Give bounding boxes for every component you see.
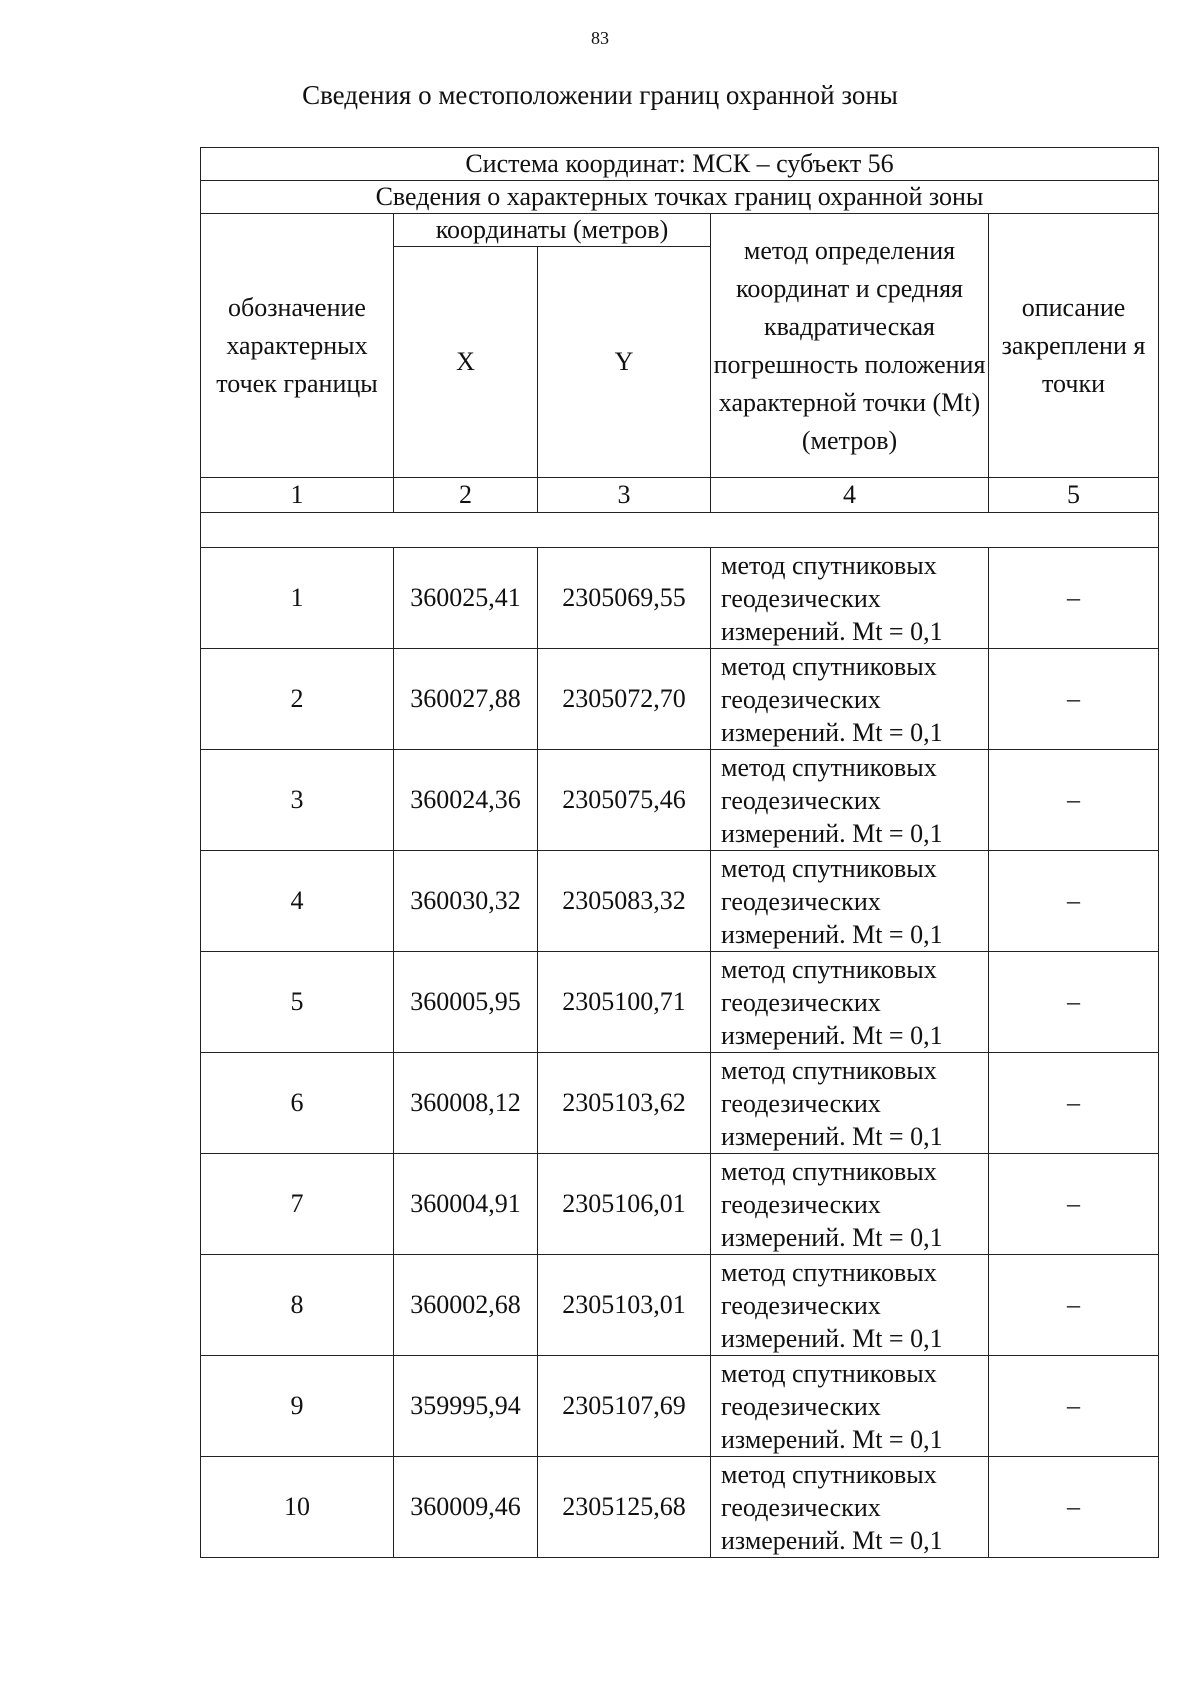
method-line: измерений. Mt = 0,1: [721, 1121, 943, 1151]
coord-x: 360002,68: [394, 1255, 538, 1356]
point-number: 5: [201, 952, 394, 1053]
header-description: описание закреплени я точки: [989, 214, 1159, 478]
header-coordinates: координаты (метров): [394, 214, 711, 247]
coord-y: 2305083,32: [538, 851, 711, 952]
coordinates-table: [200, 147, 1159, 1558]
document-title: Сведения о местоположении границ охранной зоны: [302, 80, 898, 110]
point-number: 7: [201, 1154, 394, 1255]
table-row: [201, 750, 1159, 851]
method-line: метод спутниковых: [721, 1156, 937, 1186]
method-cell: [711, 1255, 989, 1356]
coord-x: 360030,32: [394, 851, 538, 952]
table-body: [201, 548, 1159, 1558]
method-line: геодезических: [721, 785, 881, 815]
point-number: 2: [201, 649, 394, 750]
method-line: метод спутниковых: [721, 1257, 937, 1287]
header-designation: обозначение характерных точек границы: [201, 214, 394, 478]
method-line: геодезических: [721, 1088, 881, 1118]
header-x: X: [394, 247, 538, 478]
table-row: [201, 1356, 1159, 1457]
method-line: измерений. Mt = 0,1: [721, 717, 943, 747]
header-y: Y: [538, 247, 711, 478]
method-cell: [711, 750, 989, 851]
method-cell: [711, 649, 989, 750]
point-description: –: [989, 649, 1159, 750]
column-number: 5: [989, 478, 1159, 513]
table-row: [201, 1457, 1159, 1558]
method-line: измерений. Mt = 0,1: [721, 1323, 943, 1353]
table-row: [201, 1053, 1159, 1154]
point-number: 1: [201, 548, 394, 649]
table-header: [201, 148, 1159, 478]
column-number: 3: [538, 478, 711, 513]
method-line: измерений. Mt = 0,1: [721, 818, 943, 848]
method-line: геодезических: [721, 1189, 881, 1219]
method-cell: [711, 1356, 989, 1457]
column-number: 4: [711, 478, 989, 513]
coordinate-system-cell: Система координат: МСК – субъект 56: [201, 148, 1159, 181]
coord-y: 2305075,46: [538, 750, 711, 851]
method-line: метод спутниковых: [721, 1055, 937, 1085]
method-line: измерений. Mt = 0,1: [721, 1424, 943, 1454]
coord-x: 360025,41: [394, 548, 538, 649]
coord-y: 2305103,62: [538, 1053, 711, 1154]
coord-x: 360005,95: [394, 952, 538, 1053]
page-number: 83: [591, 28, 609, 48]
column-number: 1: [201, 478, 394, 513]
point-description: –: [989, 1154, 1159, 1255]
point-number: 6: [201, 1053, 394, 1154]
section-title-cell: Сведения о характерных точках границ охранной зоны: [201, 181, 1159, 214]
point-description: –: [989, 1255, 1159, 1356]
point-description: –: [989, 1457, 1159, 1558]
method-cell: [711, 548, 989, 649]
coord-y: 2305072,70: [538, 649, 711, 750]
method-cell: [711, 952, 989, 1053]
coord-x: 360024,36: [394, 750, 538, 851]
point-description: –: [989, 1053, 1159, 1154]
method-line: геодезических: [721, 1492, 881, 1522]
point-number: 8: [201, 1255, 394, 1356]
column-number: 2: [394, 478, 538, 513]
method-cell: [711, 1053, 989, 1154]
empty-row: [201, 513, 1159, 548]
coord-y: 2305100,71: [538, 952, 711, 1053]
method-line: геодезических: [721, 583, 881, 613]
table-row: [201, 851, 1159, 952]
coord-x: 360027,88: [394, 649, 538, 750]
coord-x: 359995,94: [394, 1356, 538, 1457]
point-description: –: [989, 750, 1159, 851]
method-line: метод спутниковых: [721, 752, 937, 782]
coord-x: 360008,12: [394, 1053, 538, 1154]
point-description: –: [989, 1356, 1159, 1457]
coord-y: 2305106,01: [538, 1154, 711, 1255]
table-row: [201, 1255, 1159, 1356]
method-line: метод спутниковых: [721, 954, 937, 984]
point-description: –: [989, 548, 1159, 649]
header-method: метод определения координат и средняя квадратическая погрешность положения характерной точки (Mt) (метров): [711, 214, 989, 478]
point-description: –: [989, 851, 1159, 952]
point-number: 9: [201, 1356, 394, 1457]
method-line: геодезических: [721, 1290, 881, 1320]
method-line: измерений. Mt = 0,1: [721, 919, 943, 949]
method-line: геодезических: [721, 987, 881, 1017]
method-line: измерений. Mt = 0,1: [721, 1222, 943, 1252]
method-line: метод спутниковых: [721, 651, 937, 681]
method-line: геодезических: [721, 886, 881, 916]
table-row: [201, 952, 1159, 1053]
empty-spacer: [201, 513, 1159, 548]
coord-x: 360009,46: [394, 1457, 538, 1558]
table-row: [201, 1154, 1159, 1255]
table-row: [201, 649, 1159, 750]
method-line: измерений. Mt = 0,1: [721, 616, 943, 646]
point-number: 10: [201, 1457, 394, 1558]
point-number: 3: [201, 750, 394, 851]
method-line: геодезических: [721, 684, 881, 714]
coord-y: 2305107,69: [538, 1356, 711, 1457]
method-line: измерений. Mt = 0,1: [721, 1020, 943, 1050]
point-description: –: [989, 952, 1159, 1053]
method-cell: [711, 851, 989, 952]
point-number: 4: [201, 851, 394, 952]
method-line: метод спутниковых: [721, 1358, 937, 1388]
method-cell: [711, 1154, 989, 1255]
coord-y: 2305069,55: [538, 548, 711, 649]
method-line: метод спутниковых: [721, 1459, 937, 1489]
method-line: измерений. Mt = 0,1: [721, 1525, 943, 1555]
method-line: геодезических: [721, 1391, 881, 1421]
coord-y: 2305103,01: [538, 1255, 711, 1356]
column-numbers: [201, 478, 1159, 513]
coord-y: 2305125,68: [538, 1457, 711, 1558]
coord-x: 360004,91: [394, 1154, 538, 1255]
method-cell: [711, 1457, 989, 1558]
method-line: метод спутниковых: [721, 550, 937, 580]
table-row: [201, 548, 1159, 649]
method-line: метод спутниковых: [721, 853, 937, 883]
